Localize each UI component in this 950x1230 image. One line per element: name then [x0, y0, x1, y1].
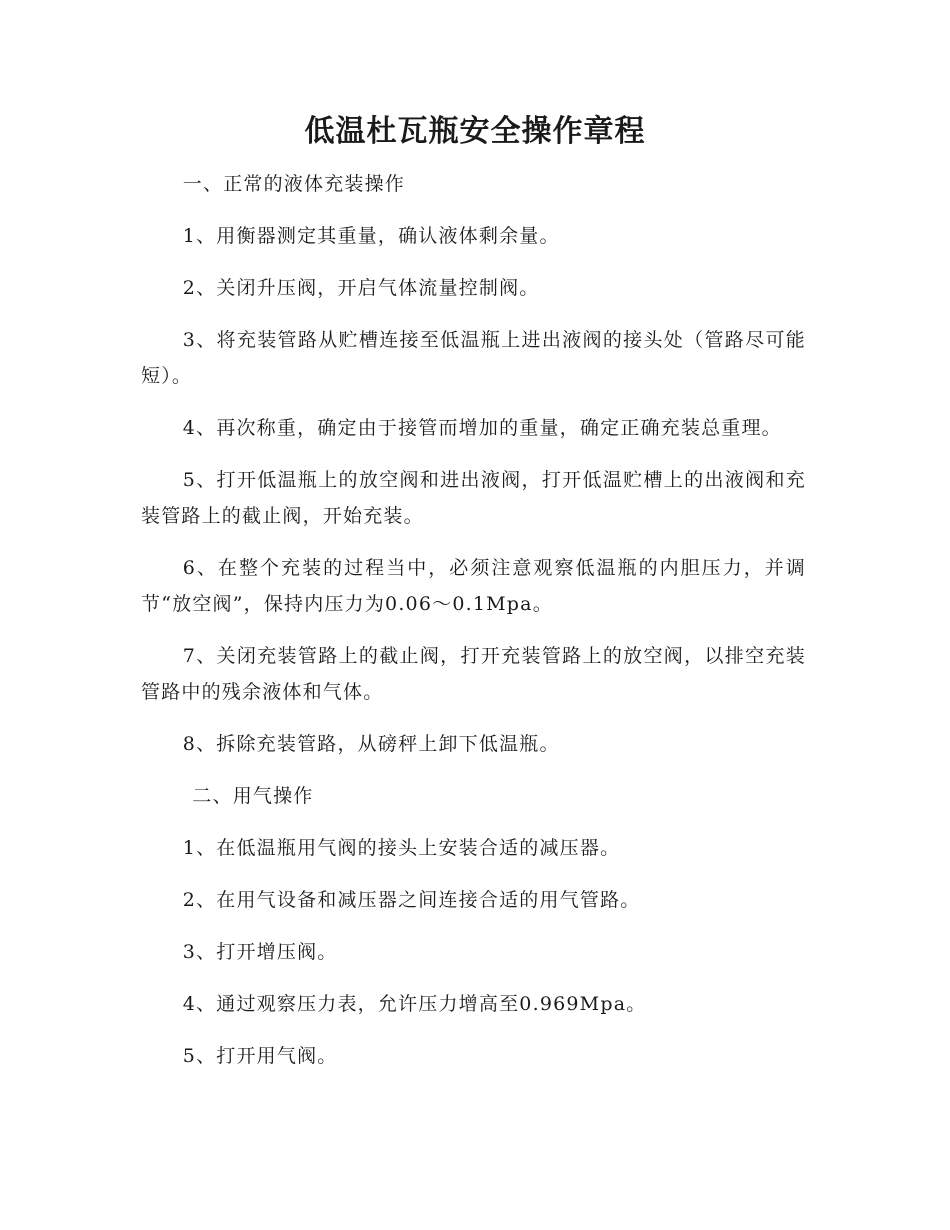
section-heading-filling: 一、正常的液体充装操作: [182, 173, 405, 195]
document-body: [141, 166, 806, 1090]
filling-step-7: 7、关闭充装管路上的截止阀，打开充装管路上的放空阀，以排空充装管路中的残余液体和气体。: [141, 645, 806, 703]
gas-use-step-2: 2、在用气设备和减压器之间连接合适的用气管路。: [182, 889, 641, 911]
filling-step-5: 5、打开低温瓶上的放空阀和进出液阀，打开低温贮槽上的出液阀和充装管路上的截止阀，开始充装。: [141, 469, 806, 527]
gas-use-step-5: 5、打开用气阀。: [182, 1045, 338, 1067]
gas-use-step-3: 3、打开增压阀。: [182, 941, 338, 963]
gas-use-step-1: 1、在低温瓶用气阀的接头上安装合适的减压器。: [182, 837, 621, 859]
filling-step-8: 8、拆除充装管路，从磅秤上卸下低温瓶。: [182, 733, 560, 755]
section-heading-gas-use: 二、用气操作: [192, 785, 314, 807]
filling-step-3: 3、将充装管路从贮槽连接至低温瓶上进出液阀的接头处（管路尽可能短）。: [141, 329, 806, 387]
gas-use-step-4: 4、通过观察压力表，允许压力增高至0.969Mpa。: [182, 993, 647, 1015]
filling-step-1: 1、用衡器测定其重量，确认液体剩余量。: [182, 225, 560, 247]
filling-step-4: 4、再次称重，确定由于接管而增加的重量，确定正确充装总重理。: [182, 417, 782, 439]
filling-step-6: 6、在整个充装的过程当中，必须注意观察低温瓶的内胆压力，并调节“放空阀”，保持内压力为0.06～0.1Mpa。: [141, 557, 806, 615]
document-title: 低温杜瓦瓶安全操作章程: [304, 114, 646, 149]
filling-step-2: 2、关闭升压阀，开启气体流量控制阀。: [182, 277, 540, 299]
